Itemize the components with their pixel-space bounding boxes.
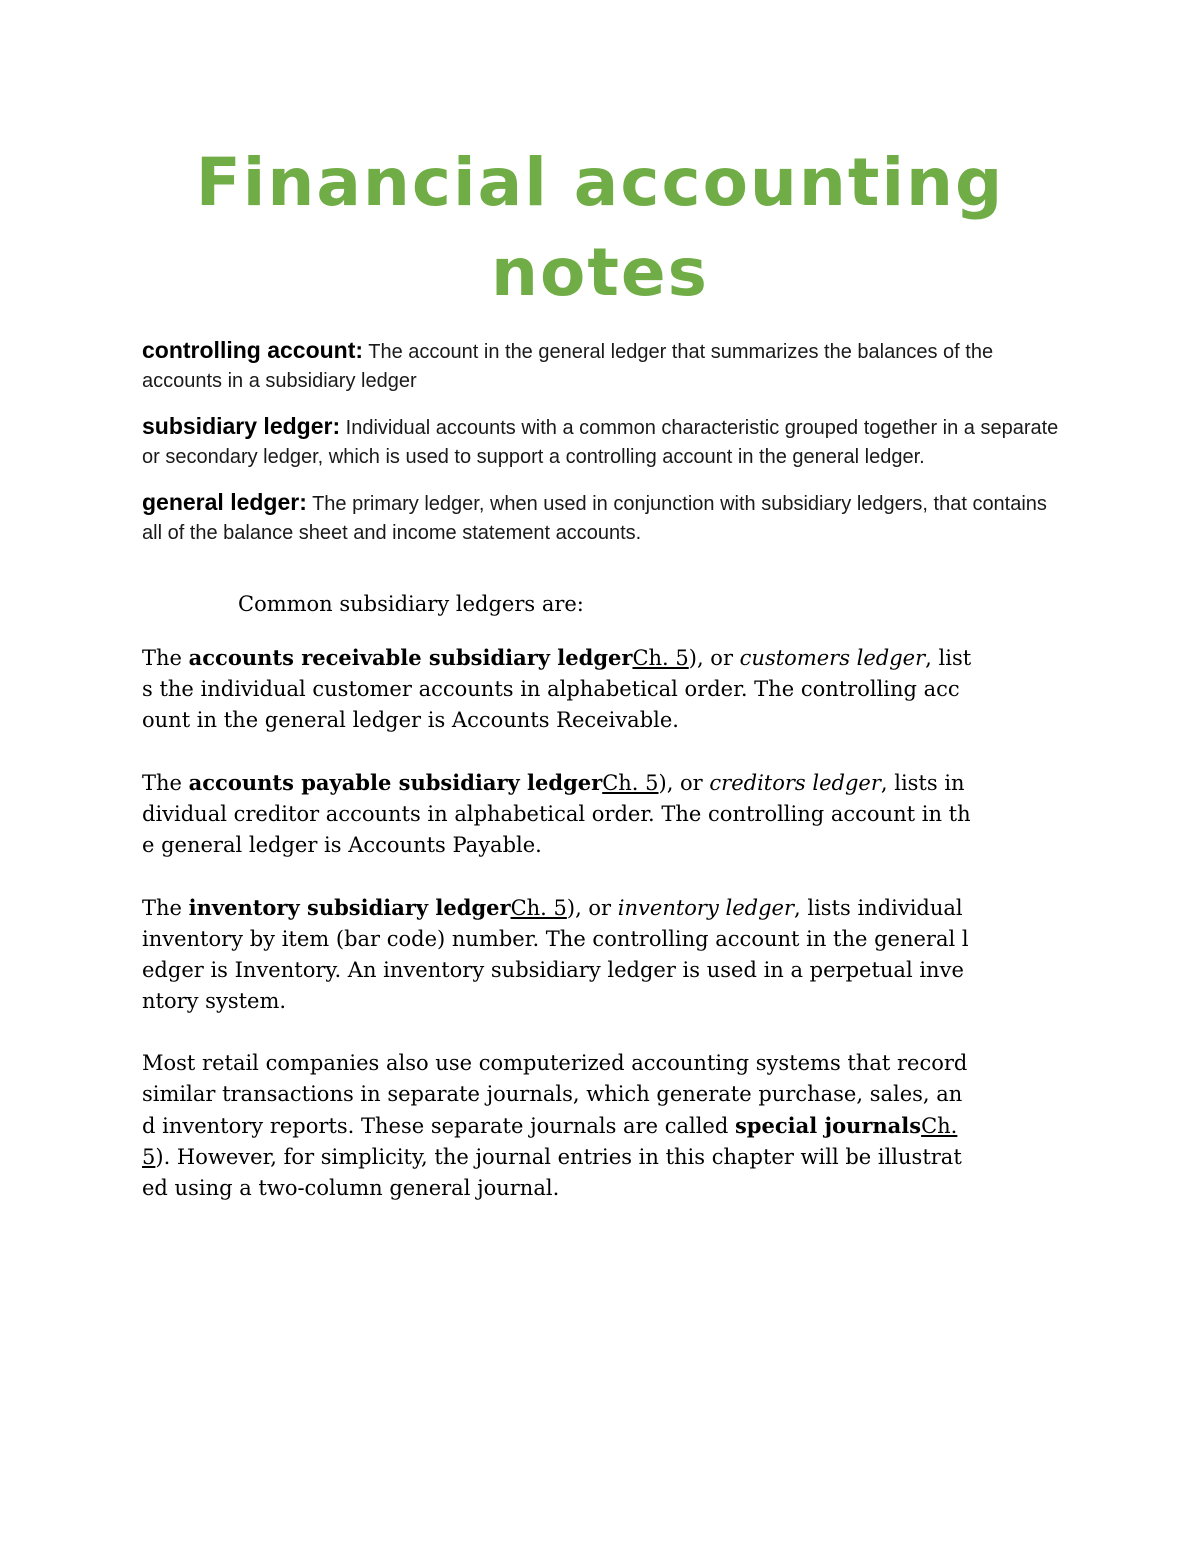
paragraph-inventory [142, 892, 972, 1017]
text-run: ). However, for simplicity, the journal entries in this chapter will be illustrated using a two-column general journal. [142, 1145, 962, 1200]
italic-term: inventory ledger [617, 896, 794, 920]
definition-general-ledger [142, 488, 1072, 548]
text-run: The [142, 771, 189, 795]
section-intro: Common subsidiary ledgers are: [238, 592, 584, 616]
italic-term: creditors ledger [709, 771, 881, 795]
text-run: ), or [688, 646, 740, 670]
paragraph-accounts-receivable [142, 642, 972, 736]
chapter-link[interactable]: Ch. 5 [602, 771, 659, 795]
text-run: Most retail companies also use computerized accounting systems that record similar transactions in separate journals, which generate purchase, sales, and inventory reports. These separate journals are called [142, 1051, 968, 1138]
definition-term: subsidiary ledger: [142, 413, 341, 439]
definition-controlling-account [142, 336, 1072, 396]
definition-subsidiary-ledger [142, 412, 1072, 472]
chapter-link[interactable]: Ch. 5 [632, 646, 689, 670]
bold-term: inventory subsidiary ledger [188, 895, 511, 920]
definitions-section [142, 336, 1072, 564]
bold-term: special journals [734, 1113, 922, 1138]
text-run: ), or [658, 771, 710, 795]
definition-text: The primary ledger, when used in conjunction with subsidiary ledgers, that contains all of the balance sheet and income statement accounts. [142, 493, 1047, 544]
definition-term: general ledger: [142, 489, 307, 515]
text-run: The [142, 646, 189, 670]
text-run: The [142, 896, 189, 920]
page-title: Financial accounting notes [195, 144, 1005, 311]
italic-term: customers ledger [739, 646, 926, 670]
definition-text: The account in the general ledger that summarizes the balances of the accounts in a subsidiary ledger [142, 341, 994, 392]
text-run: , lists individual inventory by item (bar code) number. The controlling account in the general ledger is Inventory. An inventory subsidiary ledger is used in a perpetual inventory system. [142, 896, 969, 1013]
text-run: ), or [566, 896, 618, 920]
definition-text: Individual accounts with a common characteristic grouped together in a separate or secondary ledger, which is used to support a controlling account in the general ledger. [142, 417, 1059, 468]
subsidiary-ledgers-section [142, 589, 972, 1235]
text-run: , lists individual creditor accounts in alphabetical order. The controlling account in the general ledger is Accounts Payable. [142, 771, 971, 857]
bold-term: accounts receivable subsidiary ledger [188, 645, 633, 670]
text-run: , lists the individual customer accounts in alphabetical order. The controlling account in the general ledger is Accounts Receivable. [142, 646, 972, 732]
chapter-link[interactable]: Ch. 5 [142, 1114, 958, 1169]
paragraph-accounts-payable [142, 767, 972, 861]
bold-term: accounts payable subsidiary ledger [188, 770, 603, 795]
definition-term: controlling account: [142, 337, 364, 363]
paragraph-retail-companies [142, 1048, 972, 1204]
chapter-link[interactable]: Ch. 5 [510, 896, 567, 920]
